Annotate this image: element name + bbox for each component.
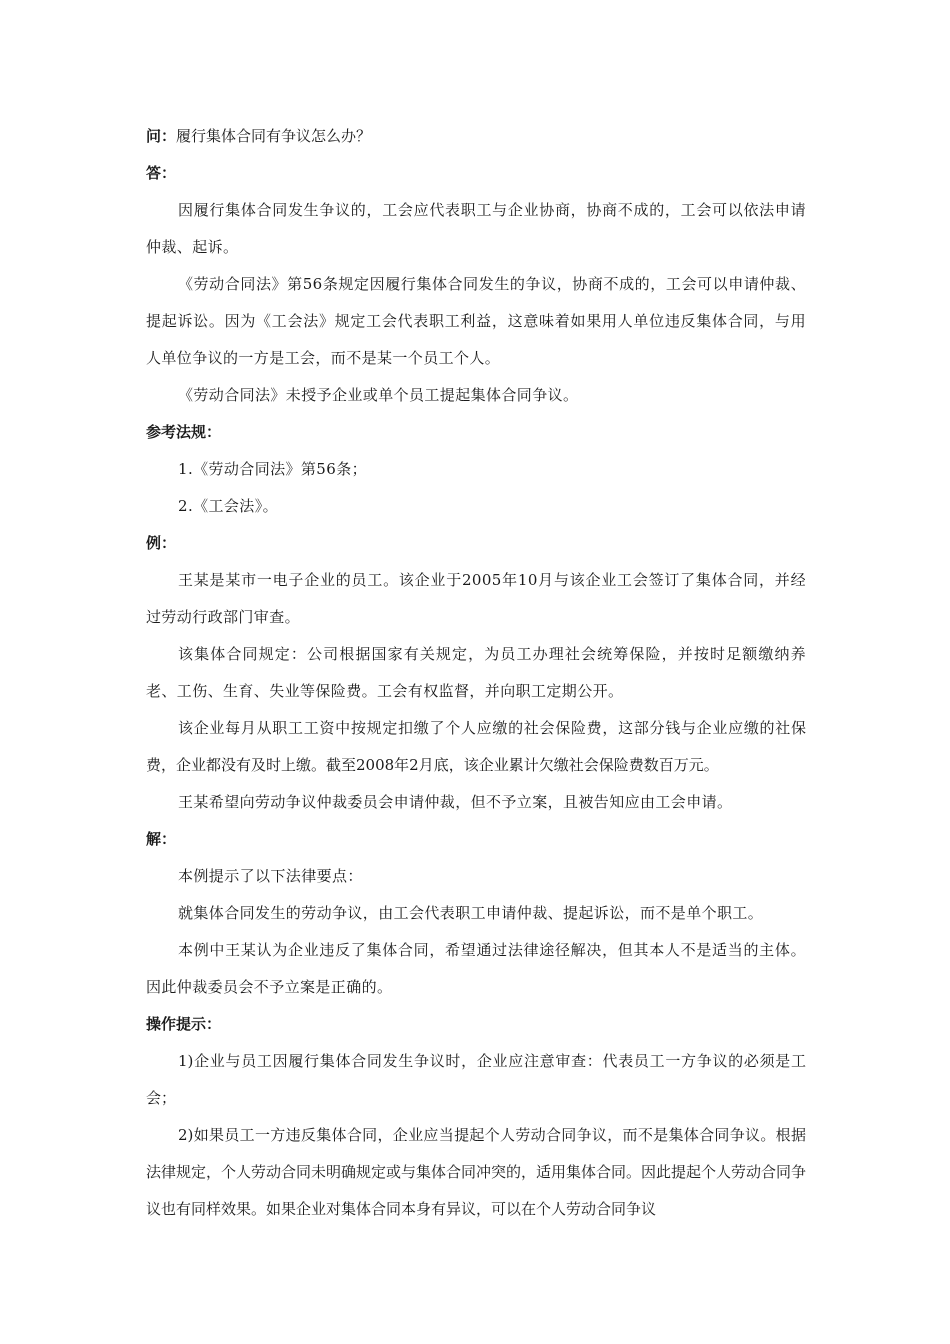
answer-paragraph: 因履行集体合同发生争议的，工会应代表职工与企业协商，协商不成的，工会可以依法申请仲裁、起诉。 [146, 201, 806, 256]
tips-paragraph: 1)企业与员工因履行集体合同发生争议时，企业应注意审查：代表员工一方争议的必须是工会； [146, 1052, 806, 1107]
reference-item: 2.《工会法》。 [178, 497, 279, 515]
example-heading: 例： [146, 534, 177, 552]
example-paragraph: 该企业每月从职工工资中按规定扣缴了个人应缴的社会保险费，这部分钱与企业应缴的社保费，企业都没有及时上缴。截至2008年2月底，该企业累计欠缴社会保险费数百万元。 [146, 719, 806, 774]
tips-paragraph: 2)如果员工一方违反集体合同，企业应当提起个人劳动合同争议，而不是集体合同争议。根据法律规定，个人劳动合同未明确规定或与集体合同冲突的，适用集体合同。因此提起个人劳动合同争议也有同样效果。如果企业对集体合同本身有异议，可以在个人劳动合同争议 [146, 1126, 807, 1218]
reference-item: 1.《劳动合同法》第56条； [178, 460, 367, 478]
question-text: 履行集体合同有争议怎么办？ [176, 127, 372, 145]
solution-heading: 解： [146, 830, 177, 848]
document-page [146, 118, 806, 1228]
example-paragraph: 该集体合同规定：公司根据国家有关规定，为员工办理社会统筹保险，并按时足额缴纳养老、工伤、生育、失业等保险费。工会有权监督，并向职工定期公开。 [146, 645, 806, 700]
question-line [146, 118, 806, 155]
example-paragraph: 王某是某市一电子企业的员工。该企业于2005年10月与该企业工会签订了集体合同，并经过劳动行政部门审查。 [146, 571, 806, 626]
example-paragraph: 王某希望向劳动争议仲裁委员会申请仲裁，但不予立案，且被告知应由工会申请。 [178, 793, 733, 811]
answer-paragraph: 《劳动合同法》第56条规定因履行集体合同发生的争议，协商不成的，工会可以申请仲裁、提起诉讼。因为《工会法》规定工会代表职工利益，这意味着如果用人单位违反集体合同，与用人单位争议的一方是工会，而不是某一个员工个人。 [146, 275, 806, 367]
answer-heading: 答： [146, 164, 177, 182]
solution-paragraph: 本例提示了以下法律要点： [178, 867, 363, 885]
solution-paragraph: 就集体合同发生的劳动争议，由工会代表职工申请仲裁、提起诉讼，而不是单个职工。 [178, 904, 764, 922]
solution-paragraph: 本例中王某认为企业违反了集体合同，希望通过法律途径解决，但其本人不是适当的主体。因此仲裁委员会不予立案是正确的。 [146, 941, 806, 996]
question-label: 问： [146, 127, 177, 145]
references-heading: 参考法规： [146, 423, 222, 441]
answer-paragraph: 《劳动合同法》未授予企业或单个员工提起集体合同争议。 [178, 386, 579, 404]
tips-heading: 操作提示： [146, 1015, 222, 1033]
